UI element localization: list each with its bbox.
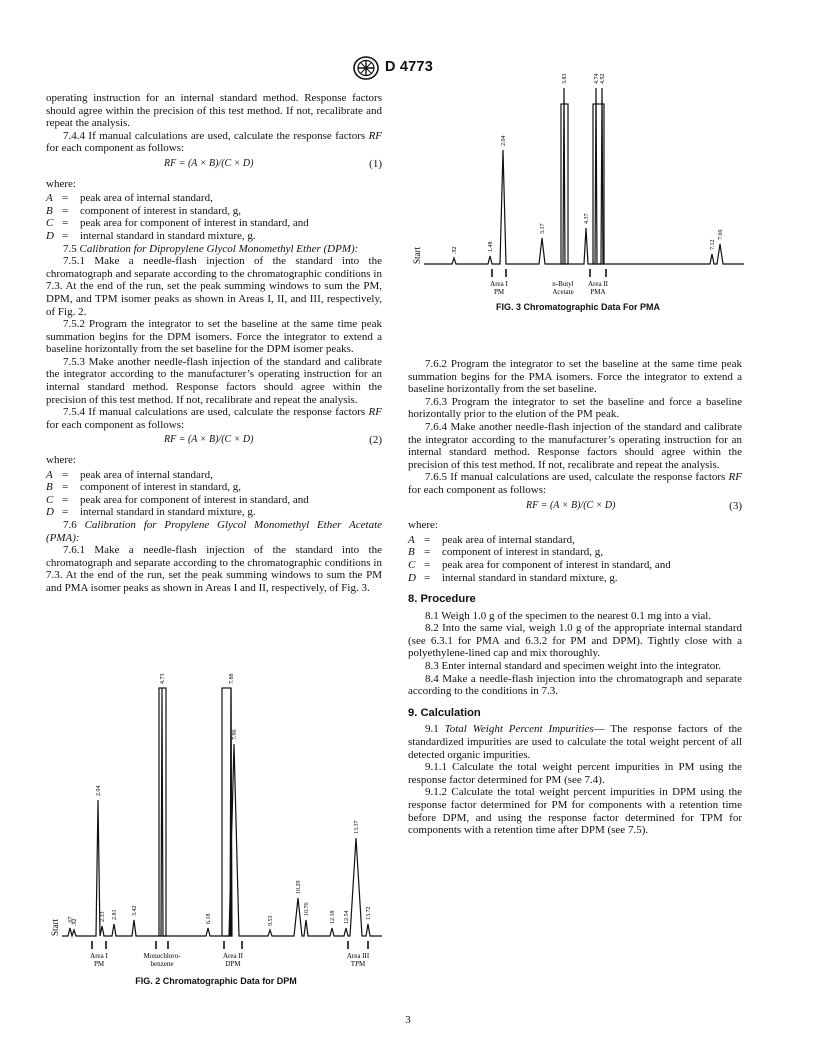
where-label: where: [46,177,76,190]
variable-definition [46,506,382,519]
area-label: Area III [346,952,370,960]
variable-text: peak area of internal standard, [80,192,213,205]
figure-3 [410,73,746,314]
paragraph-9-1-2: 9.1.2 Calculate the total weight percent impurities in DPM using the response factor determined for PM for components with a retention time before DPM, and using the response factor determined for TPM for components with a retention time after DPM (see 7.5). [408,786,742,837]
variable-symbol: A [408,533,415,546]
area-label: PM [493,288,505,296]
where-label: where: [46,454,76,467]
chromatogram-pma [410,73,746,300]
paragraph-7-6-3: 7.6.3 Program the integrator to set the baseline and force a baseline horizontally prior to the elution of the PM peak. [408,395,742,421]
paragraph-7-5-1: 7.5.1 Make a needle-flash injection of the standard into the chromatograph and separate according to the chromatographic conditions in 7.3. At the end of the run, set the peak summing windows to sum the PM, DPM, and TPM isomer peaks as shown in Areas I, II, and III, respectively, of Fig. 2. [46,255,382,318]
paragraph-9-1: 9.1 Total Weight Percent Impurities— The response factors of the standardized impurities are used to calculate the total weight percent of all detected organic impurities. [408,723,743,761]
area-label: TPM [350,960,366,968]
area-label: Area II [222,952,244,960]
peak-retention-label: .92 [452,246,458,254]
page-number: 3 [405,1014,411,1026]
paragraph-7-5-3: 7.5.3 Make another needle-flash injection of the standard and calibrate the integrator according to the manufacturer’s operating instruction for an internal standard method. Response factors should agree within the precision of this test method. If not, recalibrate and repeat the analysis. [46,355,382,406]
peak-retention-label: 7.69 [718,229,724,240]
area-label: Area II [587,280,609,288]
variable-symbol: D [46,229,54,242]
variable-text: peak area for component of interest in standard, and [442,558,671,571]
variable-symbol: A [46,468,53,481]
section-9-heading: 9. Calculation [408,706,481,719]
paragraph-7-4-4: 7.4.4 If manual calculations are used, calculate the response factors RF for each component as follows: [46,129,383,155]
paragraph-7-5-2: 7.5.2 Program the integrator to set the baseline at the same time peak summation begins for the DPM isomers. Force the integrator to extend a baseline horizontally from the set baseline for the DPM isomer peaks. [46,318,382,356]
peak-retention-label: 13.72 [366,906,372,920]
variable-list [46,192,382,242]
variable-symbol: D [408,571,416,584]
area-label: Acetate [552,288,574,296]
area-label: DPM [225,960,241,968]
peak-retention-label: 2.04 [96,785,102,796]
area-label: Area I [490,280,508,288]
peak-retention-label: 10.76 [304,902,310,916]
variable-definition [46,494,382,507]
paragraph-8-1: 8.1 Weigh 1.0 g of the specimen to the nearest 0.1 mg into a vial. [425,609,712,622]
start-label: Start [412,247,422,264]
equals-sign: = [62,468,69,481]
variable-list [408,534,742,584]
variable-definition [408,546,742,559]
variable-symbol: C [46,217,54,230]
variable-definition [46,192,382,205]
peak-retention-label: 6.18 [206,913,212,924]
peak-retention-label: 4.92 [600,73,606,84]
equals-sign: = [62,481,69,494]
equals-sign: = [62,506,69,519]
paragraph-7-6-4: 7.6.4 Make another needle-flash injection of the standard and calibrate the integrator according to the manufacturer’s operating instruction for an internal standard method. Response factors should agree within the precision of this test method. If not, recalibrate and repeat the analysis. [408,420,742,471]
peak-retention-label: 3.17 [540,223,546,234]
figure-2 [48,673,384,988]
section-7-6-heading: 7.6 Calibration for Propylene Glycol Monomethyl Ether Acetate (PMA): [46,519,383,544]
variable-symbol: C [408,558,416,571]
area-label: PMA [590,288,606,296]
equals-sign: = [62,217,69,230]
variable-text: internal standard in standard mixture, g. [80,229,256,242]
variable-text: component of interest in standard, g, [442,546,603,559]
variable-text: peak area of internal standard, [442,533,575,546]
equals-sign: = [424,571,431,584]
variable-definition [408,559,742,572]
peak-retention-label: 7.12 [710,239,716,250]
paragraph-7-6-2: 7.6.2 Program the integrator to set the baseline at the same time peak summation begins for the PMA isomers. Force the integrator to extend a baseline horizontally from the set baseline. [408,358,742,396]
variable-symbol: D [46,506,54,519]
equals-sign: = [62,192,69,205]
paragraph-8-4: 8.4 Make a needle-flash injection into the chromatograph and separate according to the conditions in 7.3. [408,672,742,698]
area-label: n-Butyl [552,280,574,288]
peak-retention-label: 13.37 [354,820,360,834]
variable-text: component of interest in standard, g, [80,204,241,217]
variable-definition [46,205,382,218]
variable-definition [46,230,382,243]
left-column [46,92,382,595]
variable-symbol: C [46,493,54,506]
variable-text: peak area of internal standard, [80,468,213,481]
peak-retention-label: 10.29 [296,880,302,894]
chromatogram-dpm [48,673,384,978]
variable-definition [46,469,382,482]
section-7-5-heading: 7.5 Calibration for Dipropylene Glycol Monomethyl Ether (DPM): [63,242,359,255]
peak-retention-label: 2.81 [112,909,118,920]
start-label: Start [50,919,60,936]
paragraph-7-6-5: 7.6.5 If manual calculations are used, calculate the response factors RF for each component as follows: [408,471,742,496]
equation-1: RF = (A × B)/(C × D) (1) [164,157,382,170]
equation-3: RF = (A × B)/(C × D) (3) [526,499,742,512]
paragraph: operating instruction for an internal standard method. Response factors should agree within the precision of this test method. If not, recalibrate and repeat the analysis. [46,92,382,130]
area-label: Monochloro- [143,952,181,960]
peak-retention-label: 7.96 [232,729,238,740]
standard-designation: D 4773 [385,59,433,75]
chromatogram-trace [424,88,744,264]
peak-retention-label: 2.33 [100,911,106,922]
equation-2: RF = (A × B)/(C × D) (2) [164,434,382,447]
page-header [0,56,816,82]
variable-definition [46,481,382,494]
equals-sign: = [62,229,69,242]
peak-retention-label: 12.18 [330,910,336,924]
peak-retention-label: 12.54 [344,910,350,924]
equals-sign: = [424,558,431,571]
area-label: benzene [150,960,174,968]
figure-3-caption: FIG. 3 Chromatographic Data For PMA [495,302,661,312]
right-column [408,358,742,837]
area-label: PM [93,960,105,968]
variable-definition [408,534,742,547]
variable-symbol: B [46,481,53,494]
variable-symbol: B [408,546,415,559]
peak-retention-label: 2.04 [501,135,507,146]
peak-retention-label: .92 [72,918,78,926]
equals-sign: = [62,493,69,506]
peak-retention-label: 1.48 [488,241,494,252]
variable-text: component of interest in standard, g, [80,481,241,494]
variable-symbol: A [46,192,53,205]
equals-sign: = [424,546,431,559]
paragraph-9-1-1: 9.1.1 Calculate the total weight percent impurities in PM using the response factor determined for PM (see 7.4). [408,761,742,786]
variable-text: internal standard in standard mixture, g. [80,506,256,519]
equals-sign: = [62,204,69,217]
peak-retention-label: 9.53 [268,915,274,926]
peak-retention-label: 4.73 [160,673,166,684]
variable-text: peak area for component of interest in standard, and [80,217,309,230]
paragraph-8-2: 8.2 Into the same vial, weigh 1.0 g of the appropriate internal standard (see 6.3.1 for PMA and 6.3.2 for PM and DPM). Tightly close with a polyethylene-lined cap and mix thoroughly. [408,622,742,660]
variable-list [46,469,382,519]
peak-retention-label: 3.42 [132,905,138,916]
section-8-heading: 8. Procedure [408,593,476,606]
astm-logo-icon [353,56,379,80]
area-label: Area I [90,952,108,960]
peak-retention-label: 3.83 [562,73,568,84]
peak-retention-label: .67 [68,916,74,924]
variable-text: internal standard in standard mixture, g. [442,571,618,584]
figure-2-caption: FIG. 2 Chromatographic Data for DPM [135,976,297,986]
peak-retention-label: 4.74 [594,73,600,84]
paragraph-7-6-1: 7.6.1 Make a needle-flash injection of the standard into the chromatograph and separate according to the chromatographic conditions in 7.3. At the end of the run, set the peak summing windows to sum the PM and PMA isomer peaks as shown in Areas I and II, respectively, of Fig. 3. [46,544,382,594]
paragraph-7-5-4: 7.5.4 If manual calculations are used, calculate the response factors RF for each component as follows: [46,406,382,431]
peak-retention-label: 7.88 [229,673,235,684]
variable-definition [46,217,382,230]
where-label: where: [408,519,438,532]
equals-sign: = [424,533,431,546]
variable-text: peak area for component of interest in standard, and [80,493,309,506]
variable-definition [408,572,742,585]
paragraph-8-3: 8.3 Enter internal standard and specimen weight into the integrator. [425,660,721,673]
peak-retention-label: 4.37 [584,213,590,224]
variable-symbol: B [46,204,53,217]
